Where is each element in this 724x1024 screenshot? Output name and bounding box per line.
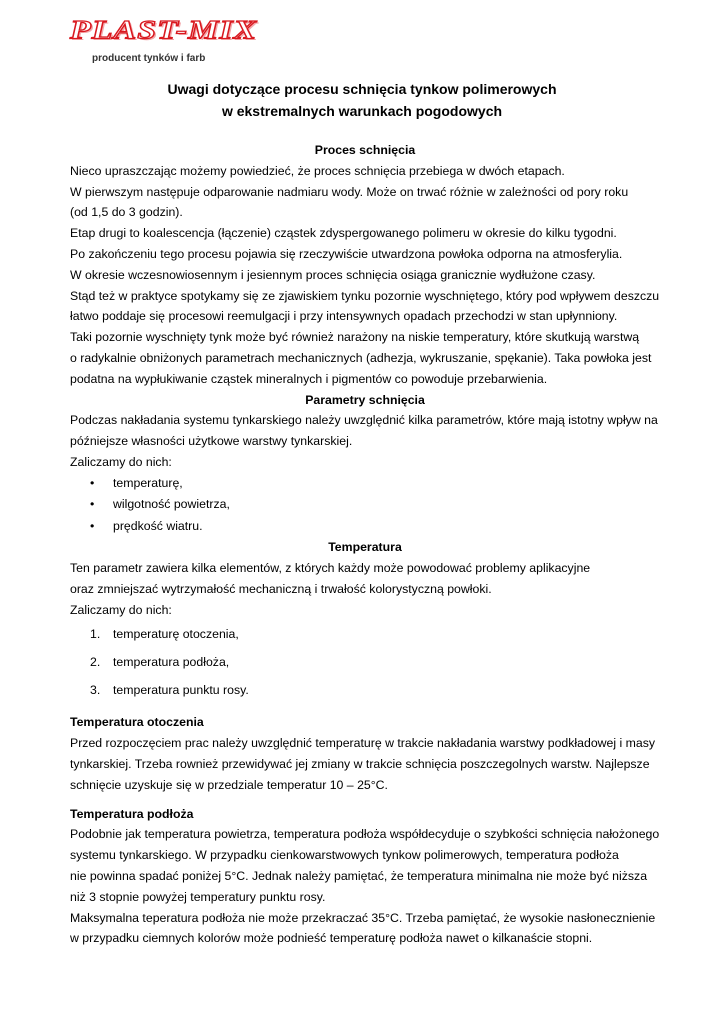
paragraph-line: W pierwszym następuje odparowanie nadmiaru wody. Może on trwać różnie w zależności od pory roku	[70, 184, 629, 199]
list-item-text: temperatura punktu rosy.	[113, 683, 249, 698]
list-item	[70, 473, 660, 495]
list-item-text: temperatura podłoża,	[113, 655, 230, 670]
paragraph-line: Podobnie jak temperatura powietrza, temperatura podłoża współdecyduje o szybkości schnięcia nałożonego	[70, 827, 660, 842]
paragraph-line: Po zakończeniu tego procesu pojawia się rzeczywiście utwardzona powłoka odporna na atmosferylia.	[70, 246, 623, 261]
list-number: 1.	[90, 627, 101, 642]
paragraph-line: Zaliczamy do nich:	[70, 454, 172, 469]
section-heading-proces: Proces schnięcia	[314, 143, 416, 157]
document-title	[0, 78, 724, 122]
list-item	[70, 516, 660, 538]
list-number: 3.	[90, 683, 101, 698]
title-line: Uwagi dotyczące procesu schnięcia tynkow polimerowych	[167, 81, 557, 97]
paragraph-line: Taki pozornie wyschnięty tynk może być również narażony na niskie temperatury, które skutkują warstwą	[70, 330, 640, 345]
section-heading-temperatura: Temperatura	[328, 540, 402, 555]
paragraph-line: późniejsze własności użytkowe warstwy tynkarskiej.	[70, 434, 353, 449]
list-item	[70, 676, 660, 704]
list-item-text: prędkość wiatru.	[113, 518, 203, 533]
bullet-icon: •	[90, 497, 95, 512]
list-number: 2.	[90, 655, 101, 670]
paragraph-line: Przed rozpoczęciem prac należy uwzględnić temperaturę w trakcie nakładania warstwy podkładowej i masy	[70, 736, 656, 751]
list-item-text: temperaturę,	[113, 475, 183, 490]
paragraph-line: Etap drugi to koalescencja (łączenie) cząstek zdyspergowanego polimeru w okresie do kilku tygodni.	[70, 226, 617, 241]
section-heading-podloza: Temperatura podłoża	[70, 806, 194, 821]
list-item	[70, 648, 660, 676]
paragraph-line: systemu tynkarskiego. W przypadku cienkowarstwowych tynkow polimerowych, temperatura podłoża	[70, 848, 619, 863]
list-item-text: temperaturę otoczenia,	[113, 627, 239, 642]
paragraph-line: o radykalnie obniżonych parametrach mechanicznych (adhezja, wykruszanie, spękanie). Taka powłoka jest	[70, 350, 652, 365]
paragraph-line: Ten parametr zawiera kilka elementów, z których każdy może powodować problemy aplikacyjne	[70, 561, 591, 576]
paragraph-line: w przypadku ciemnych kolorów może podnieść temperaturę podłoża nawet o kilkanaście stopni.	[70, 931, 593, 946]
company-logo	[70, 16, 270, 68]
paragraph-line: schnięcie uzyskuje się w przedziale temperatur 10 – 25°C.	[70, 777, 388, 792]
paragraph-line: Podczas nakładania systemu tynkarskiego należy uwzględnić kilka parametrów, które mają istotny wpływ na	[70, 413, 658, 428]
list-item-text: wilgotność powietrza,	[113, 497, 230, 512]
paragraph-line: Zaliczamy do nich:	[70, 602, 172, 617]
document-body	[70, 140, 660, 949]
paragraph-line: tynkarskiej. Trzeba rownież przewidywać jej zmiany w trakcie schnięcia poszczegolnych warstw. Najlepsze	[70, 757, 650, 772]
bullet-icon: •	[90, 475, 95, 490]
section-heading-otoczenia: Temperatura otoczenia	[70, 715, 204, 730]
paragraph-line: oraz zmniejszać wytrzymałość mechaniczną i trwałość kolorystyczną powłoki.	[70, 581, 492, 596]
list-item	[70, 620, 660, 648]
paragraph-line: Maksymalna teperatura podłoża nie może przekraczać 35°C. Trzeba pamiętać, że wysokie nasłonecznienie	[70, 910, 656, 925]
logo-brand: PLAST-MIX	[70, 16, 258, 45]
paragraph-line: Stąd też w praktyce spotykamy się ze zjawiskiem tynku pozornie wyschniętego, który pod wpływem deszczu	[70, 288, 660, 303]
paragraph-line: łatwo poddaje się procesowi reemulgacji i przy intensywnych opadach przechodzi w stan upłynniony.	[70, 309, 618, 324]
list-item	[70, 494, 660, 516]
paragraph-line: niż 3 stopnie powyżej temperatury punktu rosy.	[70, 889, 326, 904]
paragraph-line: nie powinna spadać poniżej 5°C. Jednak należy pamiętać, że temperatura minimalna nie może być niższa	[70, 869, 648, 884]
paragraph-line: (od 1,5 do 3 godzin).	[70, 205, 183, 220]
paragraph-line: podatna na wypłukiwanie cząstek mineralnych i pigmentów co powoduje przebarwienia.	[70, 371, 548, 386]
paragraph-line: W okresie wczesnowiosennym i jesiennym proces schnięcia osiąga granicznie wydłużone czasy.	[70, 267, 596, 282]
logo-tagline: producent tynków i farb	[92, 53, 206, 64]
title-line: w ekstremalnych warunkach pogodowych	[221, 103, 503, 119]
section-heading-parametry: Parametry schnięcia	[305, 392, 425, 407]
paragraph-line: Nieco upraszczając możemy powiedzieć, że proces schnięcia przebiega w dwóch etapach.	[70, 163, 565, 178]
bullet-icon: •	[90, 518, 95, 533]
